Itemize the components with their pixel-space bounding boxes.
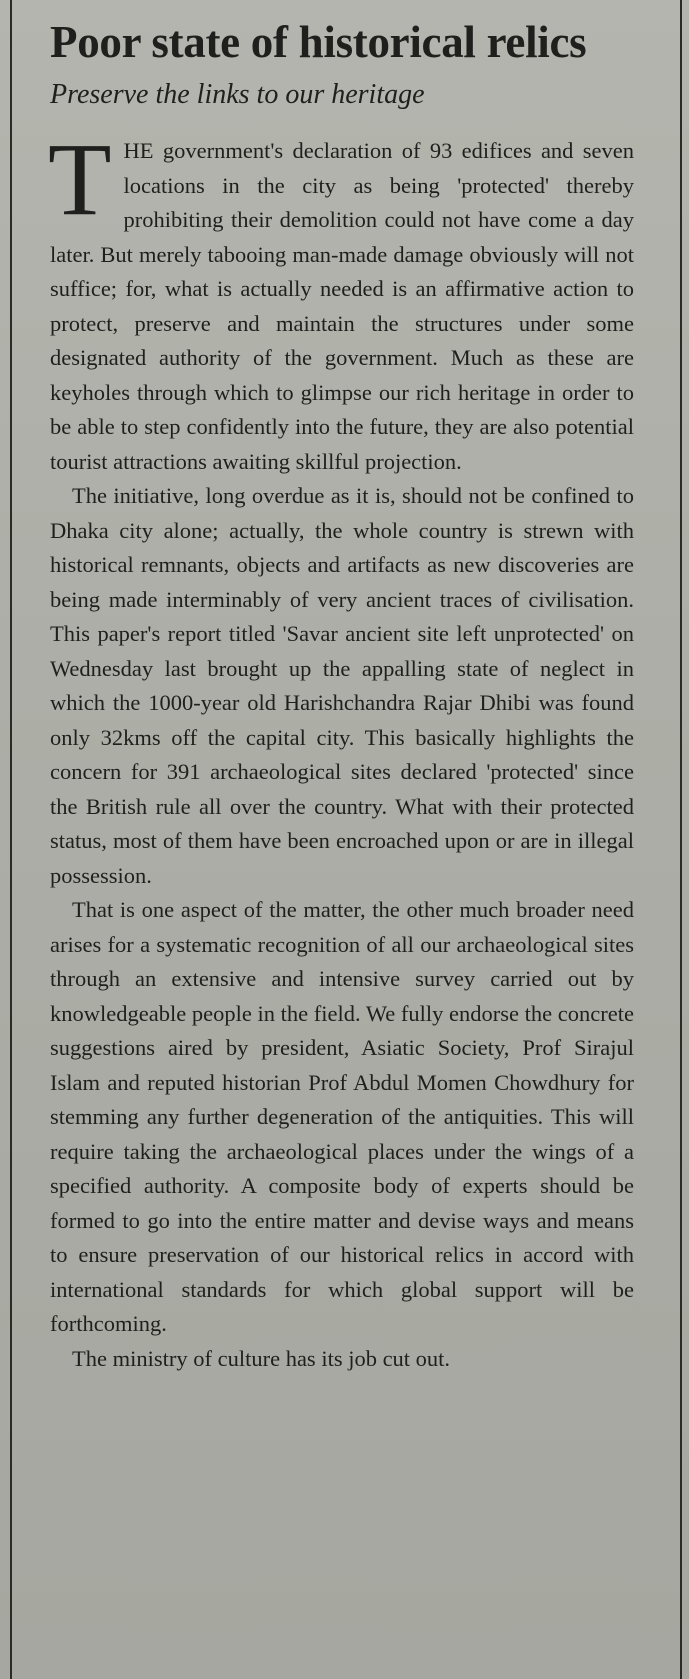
paragraph-1: [48, 122, 634, 479]
editorial-article: [50, 14, 634, 1376]
headline: Poor state of historical relics: [50, 17, 587, 67]
paragraph-3: That is one aspect of the matter, the other much broader need arises for a systematic recognition of all our archaeological sites through an extensive and intensive survey carried out by knowledgeable people in the field. We fully endorse the concrete suggestions aired by president, Asiatic Society, Prof Sirajul Islam and reputed historian Prof Abdul Momen Chowdhury for stemming any further degeneration of the antiquities. This will require taking the archaeological places under the wings of a specified authority. A composite body of experts should be formed to go into the entire matter and devise ways and means to ensure preservation of our historical relics in accord with international standards for which global support will be forthcoming.: [50, 897, 634, 1336]
paragraph-2: The initiative, long overdue as it is, should not be confined to Dhaka city alone; actually, the whole country is strewn with historical remnants, objects and artifacts as new discoveries are being made interminably of very ancient traces of civilisation. This paper's report titled 'Savar ancient site left unprotected' on Wednesday last brought up the appalling state of neglect in which the 1000-year old Harishchandra Rajar Dhibi was found only 32kms off the capital city. This basically highlights the concern for 391 archaeological sites declared 'protected' since the British rule all over the country. What with their protected status, most of them have been encroached upon or are in illegal possession.: [50, 483, 634, 888]
left-column-rule: [10, 0, 12, 1679]
drop-cap: T: [48, 122, 112, 237]
subheadline: Preserve the links to our heritage: [50, 79, 425, 110]
paragraph-4: The ministry of culture has its job cut out.: [72, 1345, 451, 1371]
right-column-rule: [680, 0, 682, 1679]
paragraph-1-text: HE government's declaration of 93 edifices and seven locations in the city as being 'protected' thereby prohibiting their demolition could not have come a day later. But merely tabooing man-made damage obviously will not suffice; for, what is actually needed is an affirmative action to protect, preserve and maintain the structures under some designated authority of the government. Much as these are keyholes through which to glimpse our rich heritage in order to be able to step confidently into the future, they are also potential tourist attractions awaiting skillful projection.: [50, 138, 634, 474]
article-body: [48, 122, 634, 1376]
